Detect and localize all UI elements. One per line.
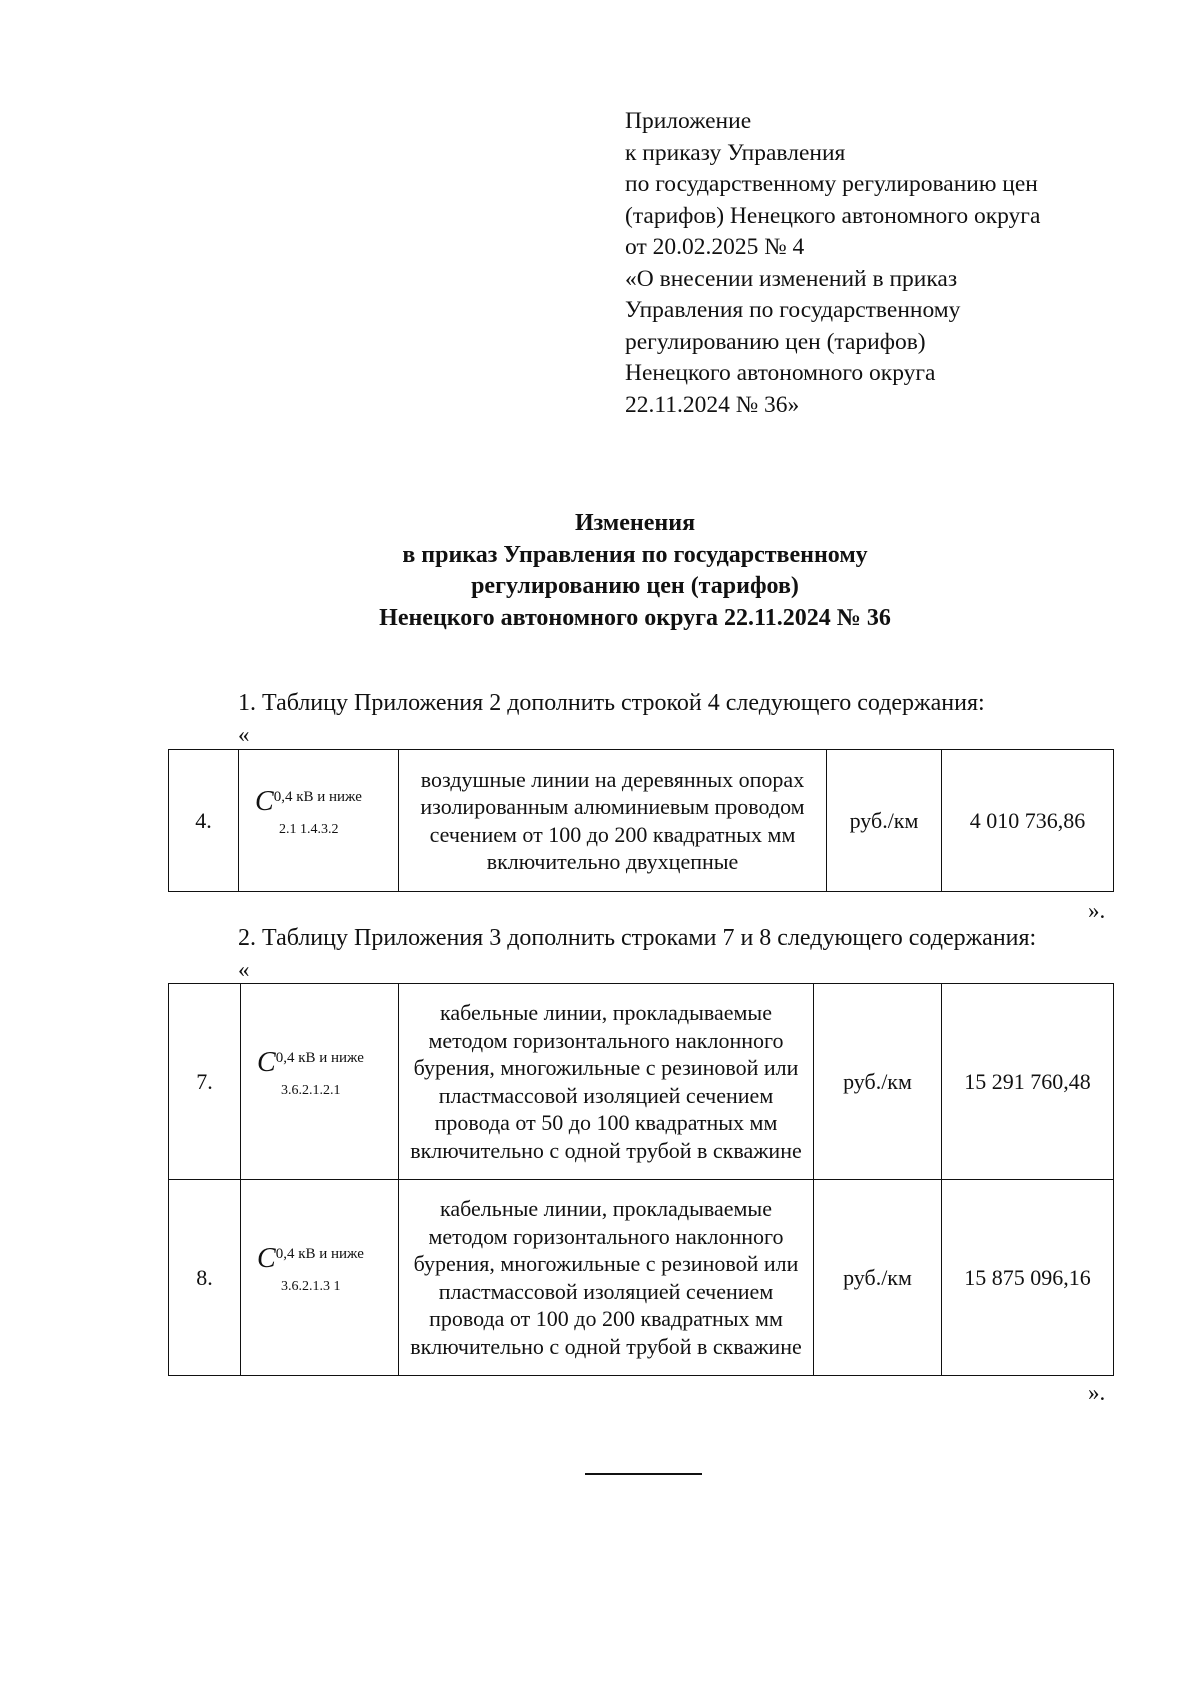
row-number: 7. — [169, 984, 241, 1180]
table-1 — [168, 749, 1114, 892]
item-2-open-quote: « — [238, 957, 250, 982]
appendix-line: Ненецкого автономного округа — [625, 360, 936, 386]
row-number: 4. — [169, 750, 239, 892]
table-row — [169, 984, 1114, 1180]
code-superscript: 0,4 кВ и ниже — [275, 1246, 364, 1262]
code-subscript: 3.6.2.1.2.1 — [281, 1082, 341, 1098]
tariff-code — [241, 984, 399, 1180]
heading-line: Ненецкого автономного округа 22.11.2024 № 36 — [379, 604, 891, 631]
row-unit: руб./км — [814, 984, 942, 1180]
heading-line: в приказ Управления по государственному — [402, 541, 868, 568]
code-subscript: 2.1 1.4.3.2 — [279, 821, 339, 837]
row-description: кабельные линии, прокладываемые методом горизонтального наклонного бурения, многожильные с резиновой или пластмассовой изоляцией сечением провода от 50 до 100 квадратных мм включительно с одной трубой в скважине — [399, 984, 814, 1180]
code-subscript: 3.6.2.1.3 1 — [281, 1278, 341, 1294]
code-letter: C — [255, 786, 274, 817]
table-row — [169, 1180, 1114, 1376]
heading-line: регулированию цен (тарифов) — [471, 573, 799, 599]
item-2-text: 2. Таблицу Приложения 3 дополнить строками 7 и 8 следующего содержания: — [238, 925, 1037, 951]
item-1-close-quote: ». — [1088, 898, 1106, 923]
code-letter: C — [257, 1047, 276, 1078]
row-value: 4 010 736,86 — [942, 750, 1114, 892]
row-value: 15 875 096,16 — [942, 1180, 1114, 1376]
appendix-line: от 20.02.2025 № 4 — [625, 234, 805, 260]
end-rule — [585, 1473, 702, 1475]
code-superscript: 0,4 кВ и ниже — [273, 789, 362, 805]
tariff-code — [241, 1180, 399, 1376]
code-letter: C — [257, 1243, 276, 1274]
heading-line: Изменения — [574, 510, 696, 536]
appendix-line: регулированию цен (тарифов) — [625, 328, 926, 355]
appendix-line: (тарифов) Ненецкого автономного округа — [625, 202, 1041, 229]
table-row — [169, 750, 1114, 892]
code-superscript: 0,4 кВ и ниже — [275, 1050, 364, 1066]
appendix-block — [625, 106, 1145, 421]
appendix-line: «О внесении изменений в приказ — [625, 265, 958, 292]
tariff-code — [239, 750, 399, 892]
item-2-close-quote: ». — [1088, 1380, 1106, 1405]
appendix-line: Управления по государственному — [625, 297, 961, 323]
item-1-open-quote: « — [238, 722, 250, 747]
row-description: кабельные линии, прокладываемые методом горизонтального наклонного бурения, многожильные с резиновой или пластмассовой изоляцией сечением провода от 100 до 200 квадратных мм включительно с одной трубой в скважине — [399, 1180, 814, 1376]
row-description: воздушные линии на деревянных опорах изолированным алюминиевым проводом сечением от 100 до 200 квадратных мм включительно двухцепные — [399, 750, 827, 892]
row-number: 8. — [169, 1180, 241, 1376]
table-2 — [168, 983, 1114, 1376]
row-unit: руб./км — [827, 750, 942, 892]
appendix-line: 22.11.2024 № 36» — [625, 391, 800, 418]
row-value: 15 291 760,48 — [942, 984, 1114, 1180]
appendix-line: Приложение — [625, 108, 752, 134]
appendix-line: к приказу Управления — [625, 139, 846, 166]
item-1-text: 1. Таблицу Приложения 2 дополнить строкой 4 следующего содержания: — [238, 690, 985, 716]
row-unit: руб./км — [814, 1180, 942, 1376]
appendix-line: по государственному регулированию цен — [625, 171, 1038, 197]
document-heading — [0, 508, 1200, 634]
